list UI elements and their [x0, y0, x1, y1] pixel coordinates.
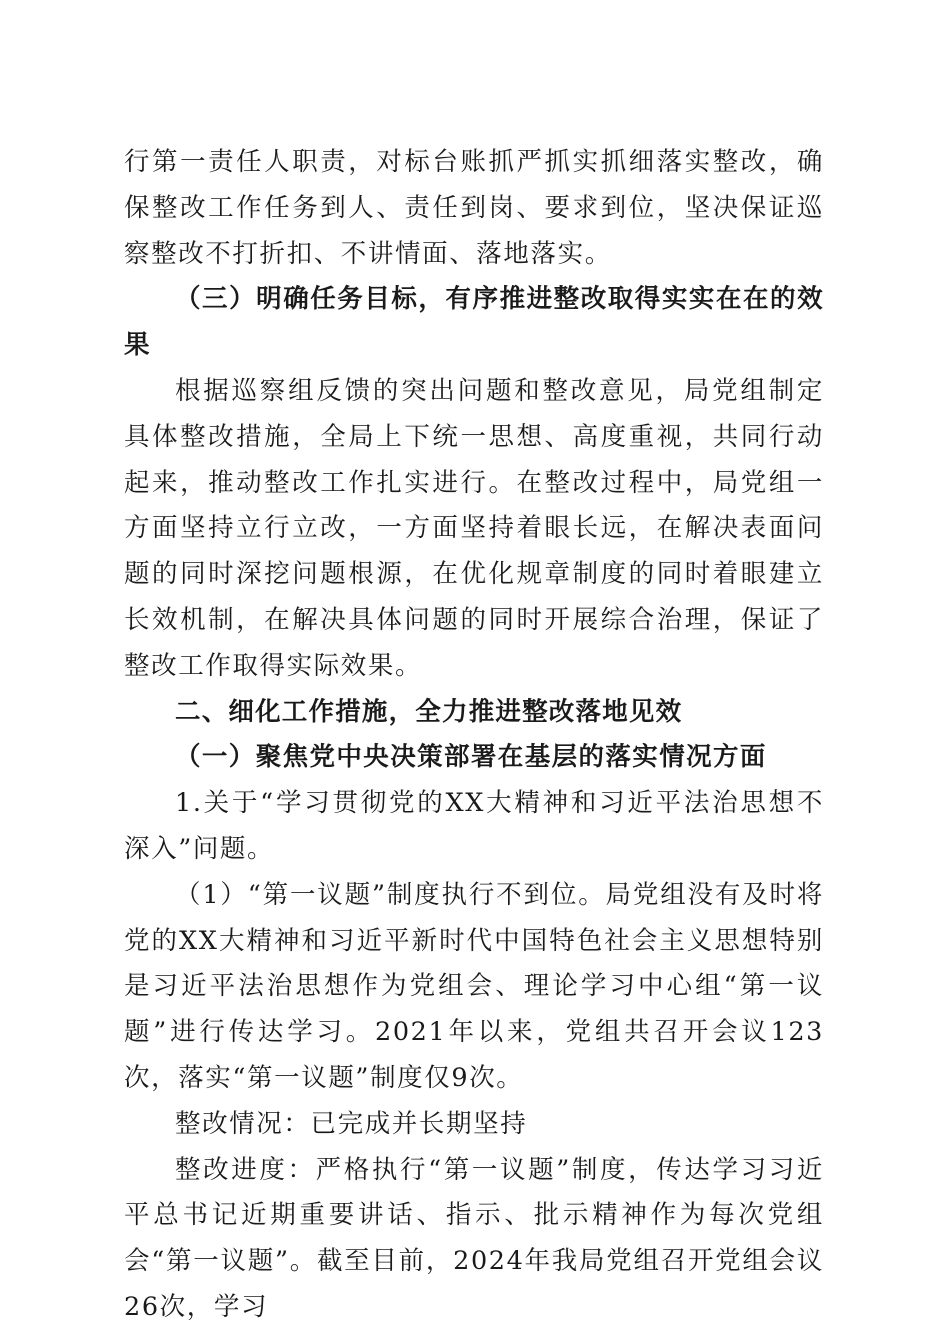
subheading-section-3: （三）明确任务目标，有序推进整改取得实实在在的效果: [124, 284, 824, 361]
paragraph-continuation: 行第一责任人职责，对标台账抓严抓实抓细落实整改，确保整改工作任务到人、责任到岗、要求到位，坚决保证巡察整改不打折扣、不讲情面、落地落实。: [124, 147, 824, 269]
paragraph-problem-1: （1）“第一议题”制度执行不到位。局党组没有及时将党的XX大精神和习近平新时代中国特色社会主义思想特别是习近平法治思想作为党组会、理论学习中心组“第一议题”进行传达学习。2021年以来，党组共召开会议123次，落实“第一议题”制度仅9次。: [124, 879, 824, 1093]
document-body: [124, 140, 824, 1331]
paragraph-progress: 整改进度：严格执行“第一议题”制度，传达学习习近平总书记近期重要讲话、指示、批示精神作为每次党组会“第一议题”。截至目前，2024年我局党组召开党组会议26次，学习: [124, 1154, 824, 1322]
paragraph-body: 根据巡察组反馈的突出问题和整改意见，局党组制定具体整改措施，全局上下统一思想、高度重视，共同行动起来，推动整改工作扎实进行。在整改过程中，局党组一方面坚持立行立改，一方面坚持着眼长远，在解决表面问题的同时深挖问题根源，在优化规章制度的同时着眼建立长效机制，在解决具体问题的同时开展综合治理，保证了整改工作取得实际效果。: [124, 375, 824, 681]
paragraph-item-1: 1.关于“学习贯彻党的XX大精神和习近平法治思想不深入”问题。: [124, 788, 824, 864]
paragraph-status: 整改情况：已完成并长期坚持: [175, 1108, 528, 1139]
subheading-section-1: （一）聚焦党中央决策部署在基层的落实情况方面: [175, 742, 767, 773]
heading-part-2: 二、细化工作措施，全力推进整改落地见效: [175, 696, 683, 727]
